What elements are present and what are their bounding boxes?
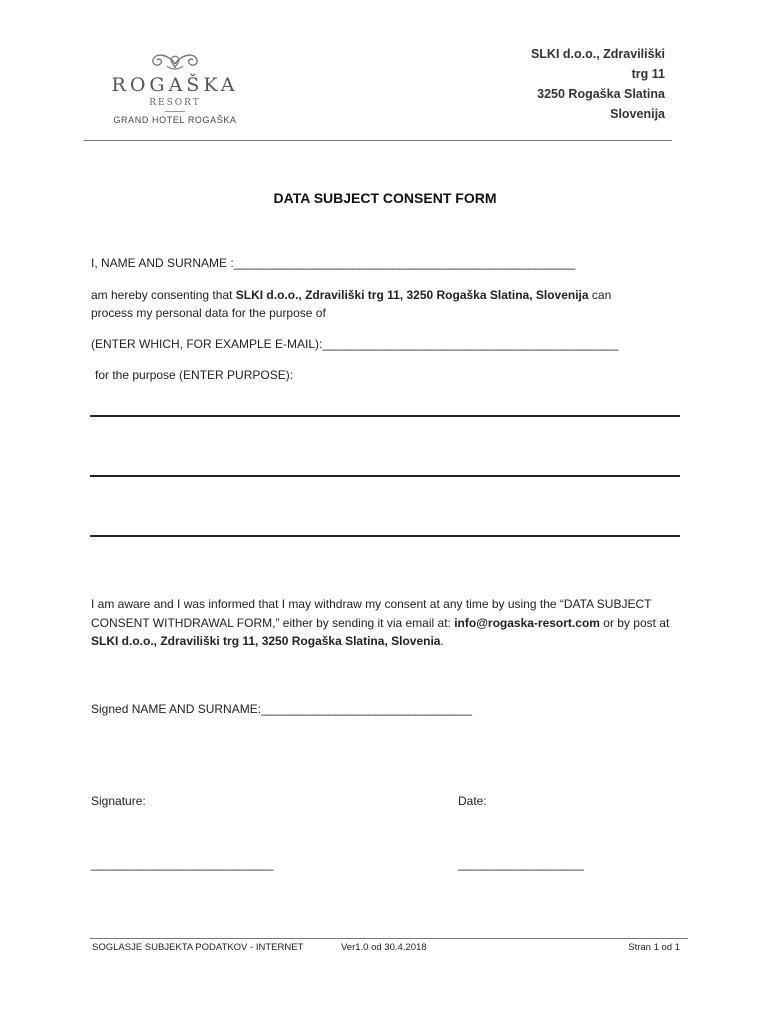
address-line-2: trg 11 [631, 67, 665, 81]
withdrawal-text-1: I am aware and I was informed that I may withdraw my consent at any time by using the “DATA SUBJECT CONSENT WITHDRAWAL FORM,” either by sending it via email at: [91, 597, 652, 630]
company-address [531, 44, 665, 124]
signed-name-label: Signed NAME AND SURNAME: [91, 702, 262, 716]
purpose-line-3[interactable] [90, 535, 680, 537]
signed-name-row [91, 702, 471, 716]
withdrawal-paragraph [91, 595, 681, 651]
logo-hotel-text: GRAND HOTEL ROGAŠKA [113, 115, 237, 125]
withdrawal-text-2: or by post at [599, 615, 670, 630]
footer-version: Ver1.0 od 30.4.2018 [341, 942, 427, 953]
signed-name-field[interactable]: _____________________________________ [261, 702, 471, 716]
name-surname-label: I, NAME AND SURNAME : [91, 256, 234, 270]
consent-line-2: process my personal data for the purpose of [91, 306, 326, 320]
signature-field[interactable]: ________________________________ [91, 857, 273, 871]
document-title: DATA SUBJECT CONSENT FORM [273, 190, 497, 206]
logo-divider [165, 111, 185, 112]
swan-emblem-icon [145, 50, 205, 72]
withdrawal-company: SLKI d.o.o., Zdraviliški trg 11, 3250 Rogaška Slatina, Slovenia [91, 634, 441, 648]
name-surname-field[interactable]: ____________________________________________________________ [233, 256, 575, 270]
consent-suffix: can [588, 288, 612, 302]
date-field[interactable]: ______________________ [458, 857, 583, 871]
footer-page-number: Stran 1 od 1 [628, 942, 680, 953]
logo-wordmark: ROGAŠKA [111, 74, 239, 96]
data-type-row [91, 337, 617, 351]
address-line-3: 3250 Rogaška Slatina [537, 87, 665, 101]
withdrawal-email: info@rogaska-resort.com [454, 615, 600, 630]
consent-paragraph [91, 286, 681, 322]
purpose-label: for the purpose (ENTER PURPOSE): [95, 368, 294, 382]
logo-resort-text: RESORT [149, 98, 201, 108]
address-line-4: Slovenija [610, 107, 665, 121]
consent-prefix: am hereby consenting that [91, 288, 236, 302]
footer-form-name: SOGLASJE SUBJEKTA PODATKOV - INTERNET [92, 942, 304, 953]
name-surname-row [91, 256, 574, 270]
data-type-field[interactable]: ____________________________________________________ [322, 337, 618, 351]
signature-label: Signature: [91, 794, 146, 808]
consent-company: SLKI d.o.o., Zdraviliški trg 11, 3250 Rogaška Slatina, Slovenija [235, 288, 589, 302]
purpose-line-1[interactable] [90, 415, 680, 417]
withdrawal-text-3: . [440, 634, 444, 648]
date-label: Date: [458, 794, 487, 808]
header-divider [84, 140, 672, 141]
address-line-1: SLKI d.o.o., Zdraviliški [530, 47, 665, 61]
purpose-line-2[interactable] [90, 475, 680, 477]
footer-divider [90, 938, 688, 939]
rogaska-logo [100, 50, 250, 125]
data-type-label: (ENTER WHICH, FOR EXAMPLE E-MAIL): [91, 337, 323, 351]
